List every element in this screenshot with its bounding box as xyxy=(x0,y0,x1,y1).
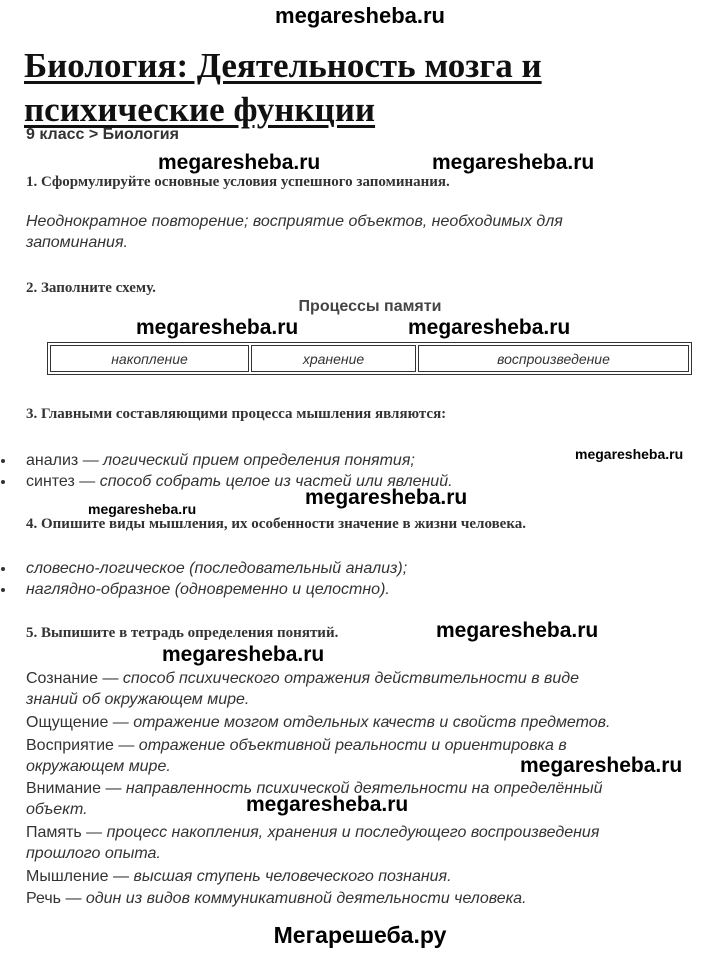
page-title xyxy=(24,44,542,132)
list-item: синтез — способ собрать целое из частей или явлений. xyxy=(0,471,453,492)
definition-item: Восприятие — отражение объективной реальности и ориентировка в окружающем мире. xyxy=(26,737,567,775)
memory-scheme xyxy=(47,342,692,375)
watermark: megaresheba.ru xyxy=(158,151,321,174)
answer-1 xyxy=(26,211,563,253)
thinking-types-list xyxy=(0,558,407,600)
watermark: megaresheba.ru xyxy=(432,151,595,174)
definition-item: Речь — один из видов коммуникативной деятельности человека. xyxy=(26,890,527,907)
watermark: megaresheba.ru xyxy=(88,501,197,517)
site-footer[interactable]: Мегарешеба.ру xyxy=(273,922,447,948)
breadcrumb[interactable]: 9 класс > Биология xyxy=(26,126,179,143)
scheme-cell: воспроизведение xyxy=(418,345,689,372)
question-2: 2. Заполните схему. xyxy=(26,280,156,296)
watermark: megaresheba.ru xyxy=(305,486,468,509)
scheme-cell: накопление xyxy=(50,345,249,372)
list-item: анализ — логический прием определения понятия; xyxy=(0,450,453,471)
watermark: megaresheba.ru xyxy=(246,793,409,816)
answer-1-line-2: запоминания. xyxy=(26,234,128,251)
definition-item: Сознание — способ психического отражения действительности в виде знаний об окружающем мире. xyxy=(26,670,580,708)
watermark: megaresheba.ru xyxy=(408,316,571,339)
watermark: megaresheba.ru xyxy=(520,754,683,777)
definition-item: Мышление — высшая ступень человеческого познания. xyxy=(26,868,452,885)
title-line-2: психические функции xyxy=(24,90,376,129)
watermark: megaresheba.ru xyxy=(162,643,325,666)
scheme-title: Процессы памяти xyxy=(298,298,442,315)
site-header[interactable]: megaresheba.ru xyxy=(275,3,445,28)
definition-item: Ощущение — отражение мозгом отдельных качеств и свойств предметов. xyxy=(26,714,611,731)
watermark: megaresheba.ru xyxy=(575,446,684,462)
watermark: megaresheba.ru xyxy=(436,619,599,642)
watermark: megaresheba.ru xyxy=(136,316,299,339)
question-3: 3. Главными составляющими процесса мышления являются: xyxy=(26,406,447,422)
definition-item: Память — процесс накопления, хранения и последующего воспроизведения прошлого опыта. xyxy=(26,824,600,862)
question-4: 4. Опишите виды мышления, их особенности значение в жизни человека. xyxy=(26,516,527,532)
title-line-1: Биология: Деятельность мозга и xyxy=(24,46,542,85)
question-1: 1. Сформулируйте основные условия успешного запоминания. xyxy=(26,174,450,190)
list-item: наглядно-образное (одновременно и целостно). xyxy=(0,579,407,600)
definition-item: Внимание — направленность психической деятельности на определённый объект. xyxy=(26,780,603,818)
scheme-cell: хранение xyxy=(251,345,416,372)
list-item: словесно-логическое (последовательный анализ); xyxy=(0,558,407,579)
question-5: 5. Выпишите в тетрадь определения понятий. xyxy=(26,625,339,641)
answer-1-line-1: Неоднократное повторение; восприятие объектов, необходимых для xyxy=(26,213,563,230)
